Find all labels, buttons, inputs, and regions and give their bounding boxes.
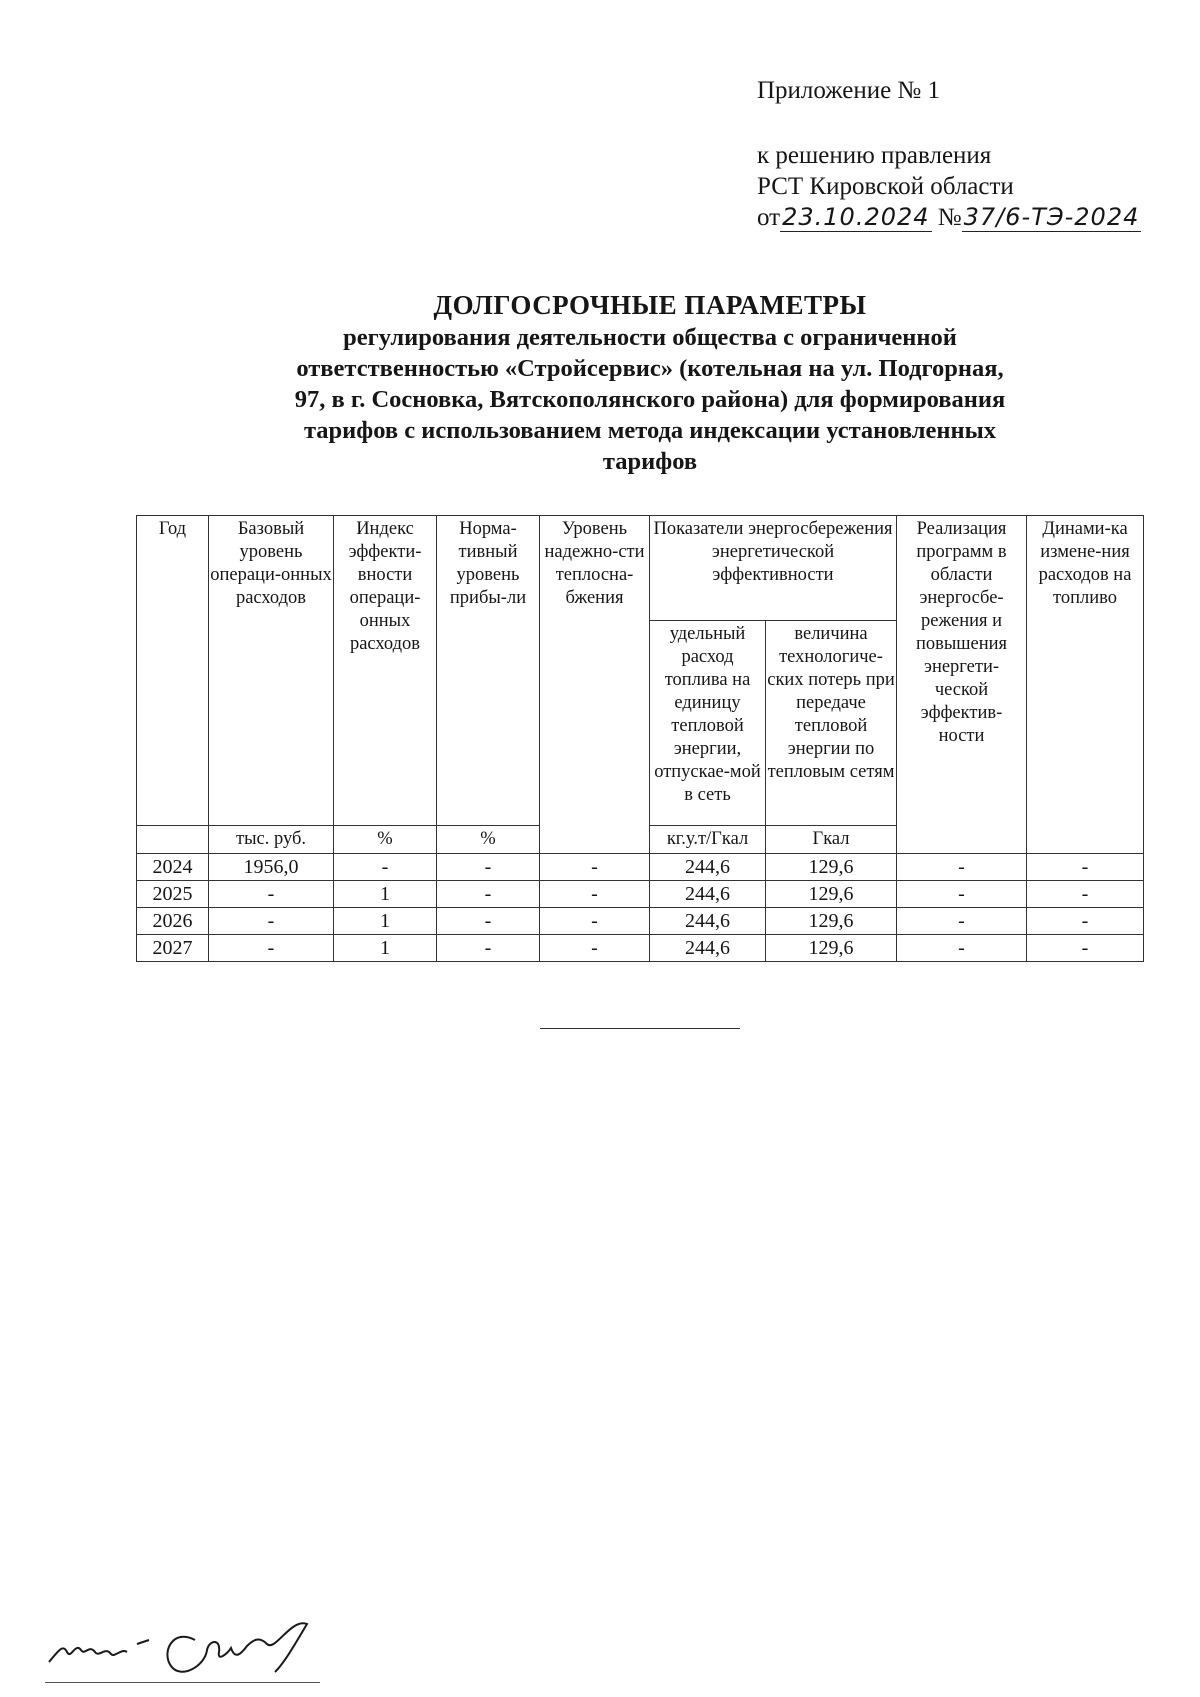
cell-base-level: - [209,908,334,935]
table-row [137,908,1144,935]
header-year: Год [137,516,209,826]
date-prefix: от [757,204,781,231]
decision-reference [757,140,1141,233]
cell-year: 2025 [137,881,209,908]
title-line-2: ответственностью «Стройсервис» (котельная на ул. Подгорная, [296,355,1004,382]
decision-number: 37/6-ТЭ-2024 [963,203,1140,231]
header-efficiency-index: Индекс эффекти-вности операци-онных расходов [334,516,437,826]
unit-base-level: тыс. руб. [209,826,334,854]
cell-programs: - [897,935,1027,962]
signature-mark [45,1600,335,1690]
cell-programs: - [897,908,1027,935]
cell-efficiency-index: 1 [334,935,437,962]
cell-losses: 129,6 [766,935,897,962]
decision-date-number [757,202,1141,233]
title-heading: ДОЛГОСРОЧНЫЕ ПАРАМЕТРЫ [433,290,867,320]
header-normative-profit: Норма-тивный уровень прибы-ли [437,516,540,826]
cell-reliability: - [540,935,650,962]
unit-losses: Гкал [766,826,897,854]
cell-base-level: - [209,935,334,962]
title-line-5: тарифов [602,448,698,475]
unit-fuel-consumption: кг.у.т/Гкал [650,826,766,854]
cell-programs: - [897,881,1027,908]
title-line-4: тарифов с использованием метода индексации установленных [303,417,997,444]
cell-fuel-dynamics: - [1027,881,1144,908]
cell-reliability: - [540,908,650,935]
cell-reliability: - [540,881,650,908]
table-row [137,854,1144,881]
decision-date: 23.10.2024 [782,203,930,231]
cell-year: 2024 [137,854,209,881]
unit-year [137,826,209,854]
cell-losses: 129,6 [766,908,897,935]
header-energy-group: Показатели энергосбережения энергетической эффективности [650,516,897,621]
cell-fuel-consumption: 244,6 [650,935,766,962]
number-prefix: № [937,204,962,231]
cell-normative-profit: - [437,881,540,908]
cell-fuel-consumption: 244,6 [650,854,766,881]
cell-fuel-consumption: 244,6 [650,881,766,908]
header-reliability: Уровень надежно-сти теплосна-бжения [540,516,650,854]
table-row [137,935,1144,962]
cell-base-level: - [209,881,334,908]
title-line-3: 97, в г. Сосновка, Вятскополянского района) для формирования [294,386,1006,413]
unit-normative-profit: % [437,826,540,854]
header-row-1 [137,516,1144,621]
header-losses: величина технологиче-ских потерь при передаче тепловой энергии по тепловым сетям [766,621,897,826]
cell-fuel-consumption: 244,6 [650,908,766,935]
header-fuel-dynamics: Динами-ка измене-ния расходов на топливо [1027,516,1144,854]
cell-losses: 129,6 [766,881,897,908]
cell-normative-profit: - [437,854,540,881]
cell-efficiency-index: 1 [334,908,437,935]
cell-year: 2026 [137,908,209,935]
unit-efficiency-index: % [334,826,437,854]
document-title [120,288,1180,477]
title-line-1: регулирования деятельности общества с ограниченной [343,324,957,351]
table-row [137,881,1144,908]
cell-fuel-dynamics: - [1027,935,1144,962]
appendix-label: Приложение № 1 [757,77,941,104]
cell-normative-profit: - [437,935,540,962]
cell-losses: 129,6 [766,854,897,881]
cell-year: 2027 [137,935,209,962]
cell-programs: - [897,854,1027,881]
cell-base-level: 1956,0 [209,854,334,881]
cell-fuel-dynamics: - [1027,908,1144,935]
header-programs: Реализация программ в области энергосбе-режения и повышения энергети-ческой эффектив-ности [897,516,1027,854]
cell-fuel-dynamics: - [1027,854,1144,881]
cell-normative-profit: - [437,908,540,935]
end-separator [540,1028,740,1029]
decision-line-2: РСТ Кировской области [757,173,1014,200]
cell-efficiency-index: 1 [334,881,437,908]
header-base-level: Базовый уровень операци-онных расходов [209,516,334,826]
decision-line-1: к решению правления [757,142,992,169]
parameters-table [136,515,1144,962]
header-fuel-consumption: удельный расход топлива на единицу тепловой энергии, отпускае-мой в сеть [650,621,766,826]
signature-underline [45,1682,320,1683]
cell-efficiency-index: - [334,854,437,881]
cell-reliability: - [540,854,650,881]
